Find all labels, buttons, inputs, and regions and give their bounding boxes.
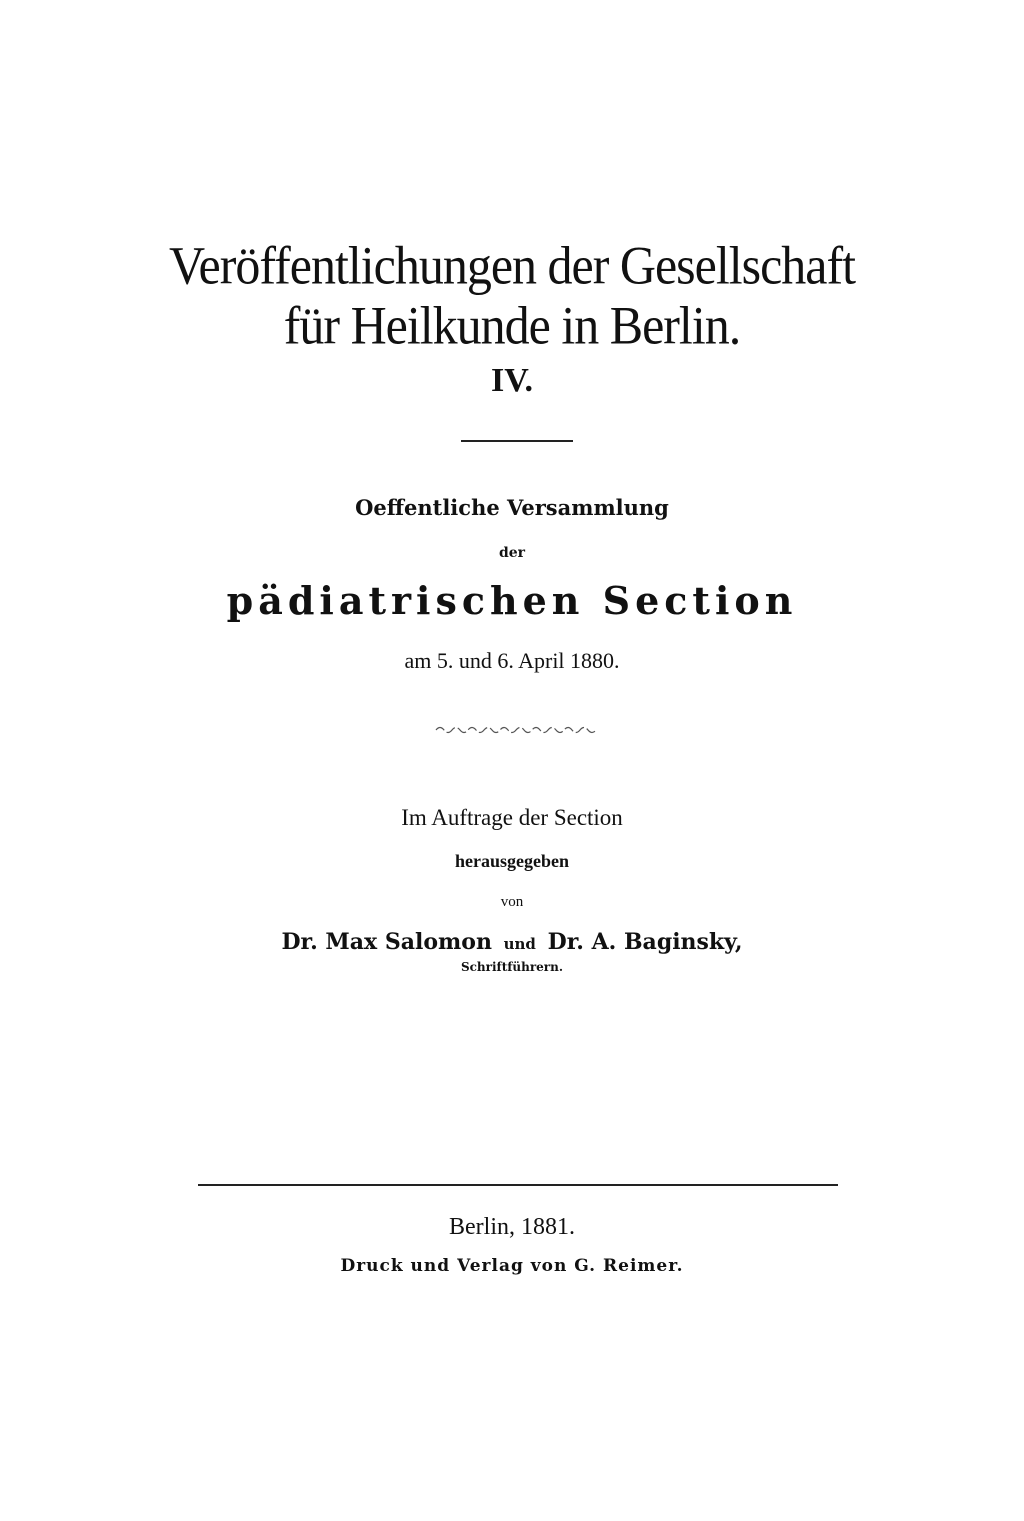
long-rule [198,1184,838,1186]
volume-number: IV. [491,362,533,399]
meeting-line-2: der [498,545,526,561]
and-word: und [503,935,536,953]
title-line-1: Veröffentlichungen der Gesellschaft [168,234,856,296]
section-title: pädiatrischen Section [226,578,798,623]
title-line-2: für Heilkunde in Berlin. [283,294,741,356]
wavy-ornament [434,722,600,736]
editor-2: Dr. A. Baginsky, [547,929,743,955]
editors-role: Schriftführern. [460,960,564,974]
imprint-publisher: Druck und Verlag von G. Reimer. [340,1256,684,1276]
editor-1: Dr. Max Salomon [281,929,492,955]
short-rule [461,440,573,442]
meeting-line-1: Oeffentliche Versammlung [355,495,669,520]
editorial-line-2: herausgegeben [455,851,569,871]
meeting-date: am 5. und 6. April 1880. [404,648,620,673]
editors [0,929,1024,955]
editorial-line-3: von [500,894,524,910]
imprint-place-year: Berlin, 1881. [449,1214,575,1240]
editorial-line-1: Im Auftrage der Section [401,805,623,830]
